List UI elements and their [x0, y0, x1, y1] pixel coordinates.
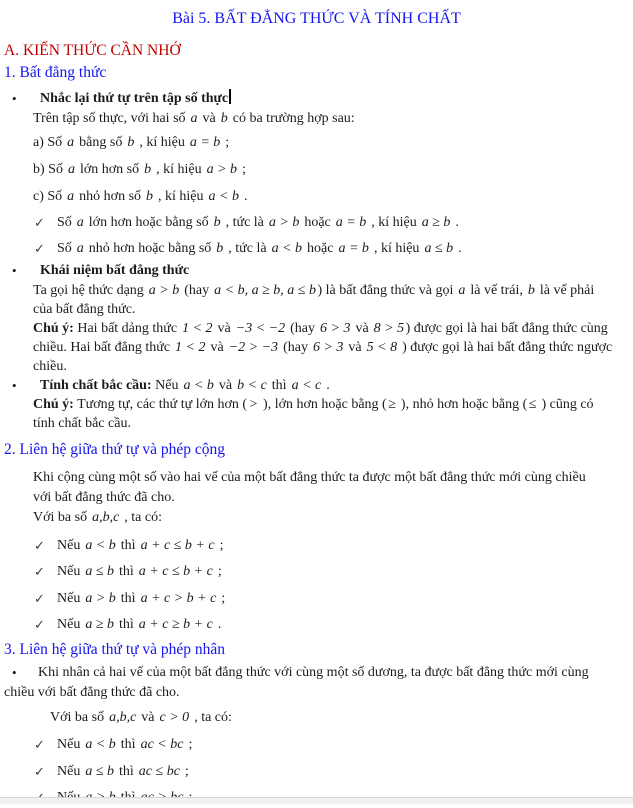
- text-segment: Tương tự, các thứ tự lớn hơn (: [73, 397, 248, 412]
- text-segment: c) Số: [33, 189, 66, 204]
- text-segment: tính chất bắc cầu.: [33, 416, 131, 431]
- check-item: [0, 762, 633, 782]
- text-segment: >: [248, 397, 259, 412]
- text-segment: Bài 5. BẤT ĐẲNG THỨC VÀ TÍNH CHẤT: [172, 10, 461, 27]
- text-segment: và: [214, 321, 235, 336]
- text-segment: Khái niệm bất đẳng thức: [40, 263, 190, 278]
- text-line: [0, 414, 633, 433]
- text-segment: b: [144, 162, 152, 177]
- text-segment: ) được gọi là hai bất đẳng thức cùng: [405, 321, 608, 336]
- checkmark-icon: ✓: [34, 241, 45, 256]
- text-segment: lớn hơn số: [76, 162, 143, 177]
- text-segment: a ≥ b: [85, 617, 115, 632]
- text-line: [0, 109, 633, 129]
- text-segment: a = b: [189, 135, 221, 150]
- text-segment: Trên tập số thực, với hai số: [33, 111, 190, 126]
- text-line: [0, 488, 633, 508]
- text-segment: b: [146, 189, 154, 204]
- text-segment: (hay: [286, 321, 319, 336]
- text-segment: , kí hiệu: [154, 189, 208, 204]
- text-segment: a ≥ b: [421, 215, 451, 230]
- text-segment: Nếu: [57, 591, 84, 606]
- text-segment: a < c: [291, 378, 322, 393]
- text-segment: (hay: [279, 340, 312, 355]
- text-segment: a: [67, 189, 75, 204]
- checkmark-icon: ✓: [34, 215, 45, 230]
- checkmark-icon: ✓: [34, 737, 45, 752]
- text-segment: Chú ý:: [33, 397, 74, 412]
- text-segment: a: [458, 283, 466, 298]
- text-line: [0, 708, 633, 728]
- text-segment: chiều.: [33, 359, 67, 374]
- text-segment: Khi cộng cùng một số vào hai vế của một bất đẳng thức ta được một bất đẳng thức mới cùng chiều: [33, 470, 586, 485]
- text-segment: a > b: [206, 162, 238, 177]
- text-segment: 3. Liên hệ giữa thứ tự và phép nhân: [4, 641, 226, 658]
- text-segment: 1 < 2: [175, 340, 206, 355]
- text-caret: [229, 89, 231, 104]
- text-segment: a = b: [335, 215, 367, 230]
- text-segment: b: [216, 241, 224, 256]
- text-segment: b) Số: [33, 162, 67, 177]
- text-segment: ;: [184, 737, 193, 752]
- bullet-icon: •: [12, 665, 17, 680]
- text-segment: và: [215, 378, 236, 393]
- text-segment: của bất đẳng thức.: [33, 302, 136, 317]
- text-segment: a ≤ b: [85, 564, 115, 579]
- text-segment: có ba trường hợp sau:: [229, 111, 355, 126]
- text-segment: 5 < 8: [366, 340, 398, 355]
- text-segment: a ≤ b: [424, 241, 454, 256]
- text-segment: lớn hơn hoặc bằng số: [85, 215, 213, 230]
- text-segment: a > b: [268, 215, 300, 230]
- check-item: [0, 213, 633, 233]
- text-segment: 1 < 2: [182, 321, 213, 336]
- text-segment: Chú ý:: [33, 321, 74, 336]
- text-segment: nhỏ hơn số: [75, 189, 145, 204]
- text-segment: thì: [268, 378, 291, 393]
- text-segment: .: [214, 617, 222, 632]
- bullet-icon: •: [12, 91, 17, 106]
- text-segment: Ta gọi hệ thức dạng: [33, 283, 148, 298]
- text-segment: hoặc: [303, 241, 337, 256]
- text-segment: a > b: [148, 283, 180, 298]
- text-line: [0, 160, 633, 180]
- text-segment: ≥: [388, 397, 396, 412]
- text-segment: thì: [117, 591, 140, 606]
- text-segment: thì: [115, 564, 138, 579]
- text-segment: Nếu: [57, 617, 84, 632]
- text-line: [0, 468, 633, 488]
- text-segment: a: [76, 215, 84, 230]
- check-item: [0, 562, 633, 582]
- text-segment: và: [207, 340, 228, 355]
- text-segment: a + c ≤ b + c: [140, 538, 215, 553]
- text-segment: thì: [115, 617, 138, 632]
- text-segment: (hay: [180, 283, 213, 298]
- doc-title: [0, 8, 633, 30]
- text-line: [0, 319, 633, 338]
- checkmark-icon: ✓: [34, 617, 45, 632]
- text-segment: b: [213, 215, 221, 230]
- text-line: [0, 683, 633, 703]
- text-segment: a,b,c: [109, 710, 137, 725]
- bullet-item: [0, 89, 633, 109]
- text-segment: a < b: [85, 538, 116, 553]
- text-segment: ), lớn hơn hoặc bằng (: [259, 397, 387, 412]
- text-segment: ;: [181, 764, 189, 779]
- text-segment: −3 < −2: [235, 321, 286, 336]
- text-segment: Nếu: [57, 538, 84, 553]
- checkmark-icon: ✓: [34, 591, 45, 606]
- text-segment: b: [220, 111, 228, 126]
- text-segment: và: [351, 321, 373, 336]
- text-segment: Với ba số: [50, 710, 108, 725]
- subsection-heading: [0, 62, 633, 83]
- bullet-item: [0, 663, 633, 683]
- bullet-item: [0, 376, 633, 395]
- text-segment: Nhắc lại thứ tự trên tập số thực: [40, 91, 229, 106]
- text-segment: , ta có:: [120, 510, 163, 525]
- subsection-heading: [0, 439, 633, 460]
- text-segment: hoặc: [300, 215, 335, 230]
- text-segment: thì: [115, 764, 138, 779]
- text-segment: nhỏ hơn hoặc bằng số: [85, 241, 215, 256]
- text-segment: a: [190, 111, 198, 126]
- section-heading: [0, 40, 633, 61]
- text-segment: a < b: [85, 737, 116, 752]
- text-segment: , kí hiệu: [370, 241, 423, 256]
- text-segment: ;: [221, 135, 230, 150]
- text-segment: a < b: [183, 378, 214, 393]
- text-segment: a,b,c: [92, 510, 120, 525]
- text-segment: ) được gọi là hai bất đẳng thức ngược: [398, 340, 613, 355]
- text-segment: −2 > −3: [228, 340, 279, 355]
- text-segment: A. KIẾN THỨC CẦN NHỚ: [4, 42, 181, 59]
- text-segment: Nếu: [57, 764, 84, 779]
- text-segment: a: [76, 241, 84, 256]
- text-segment: là vế phải: [536, 283, 595, 298]
- text-segment: Tính chất bắc cầu:: [40, 378, 152, 393]
- text-line: [0, 300, 633, 319]
- text-segment: a + c ≤ b + c: [138, 564, 213, 579]
- text-segment: .: [451, 215, 459, 230]
- text-segment: Nếu: [57, 564, 84, 579]
- text-segment: chiều. Hai bất đẳng thức: [33, 340, 174, 355]
- text-segment: 6 > 3: [312, 340, 344, 355]
- text-segment: .: [240, 189, 248, 204]
- text-segment: .: [322, 378, 330, 393]
- text-segment: , kí hiệu: [367, 215, 421, 230]
- text-segment: với bất đẳng thức đã cho.: [33, 490, 175, 505]
- text-segment: a: [67, 135, 75, 150]
- checkmark-icon: ✓: [34, 764, 45, 779]
- text-segment: Với ba số: [33, 510, 91, 525]
- text-line: [0, 357, 633, 376]
- text-segment: a > b: [85, 591, 116, 606]
- text-segment: Số: [57, 241, 76, 256]
- text-segment: 8 > 5: [373, 321, 405, 336]
- bullet-icon: •: [12, 378, 17, 393]
- text-segment: ≤: [528, 397, 537, 412]
- text-segment: , kí hiệu: [135, 135, 189, 150]
- text-segment: ;: [217, 591, 226, 606]
- text-segment: a < b, a ≥ b, a ≤ b: [214, 283, 316, 298]
- text-line: [0, 281, 633, 300]
- subsection-heading: [0, 639, 633, 660]
- text-segment: ) là bất đẳng thức và gọi: [317, 283, 457, 298]
- text-segment: bằng số: [75, 135, 126, 150]
- checkmark-icon: ✓: [34, 538, 45, 553]
- text-segment: , tức là: [224, 241, 271, 256]
- text-segment: b: [527, 283, 535, 298]
- text-segment: Nếu: [57, 737, 84, 752]
- check-item: [0, 536, 633, 556]
- text-segment: là vế trái,: [466, 283, 527, 298]
- text-segment: 2. Liên hệ giữa thứ tự và phép cộng: [4, 441, 226, 458]
- text-segment: và: [344, 340, 366, 355]
- text-segment: b < c: [237, 378, 267, 393]
- text-segment: thì: [117, 538, 140, 553]
- text-segment: ;: [216, 538, 224, 553]
- text-segment: Nếu: [151, 378, 182, 393]
- check-item: [0, 735, 633, 755]
- text-segment: a) Số: [33, 135, 66, 150]
- text-segment: và: [199, 111, 220, 126]
- text-segment: a ≤ b: [85, 764, 115, 779]
- text-line: [0, 187, 633, 207]
- text-segment: Khi nhân cả hai vế của một bất đẳng thức với cùng một số dương, ta được bất đẳng thức mới cùng: [38, 665, 589, 680]
- text-segment: a: [67, 162, 75, 177]
- page-bottom-edge: [0, 797, 633, 804]
- text-segment: ;: [214, 564, 222, 579]
- bullet-icon: •: [12, 263, 17, 278]
- text-segment: .: [454, 241, 462, 256]
- text-segment: ac < bc: [140, 737, 184, 752]
- text-segment: Số: [57, 215, 76, 230]
- text-line: [0, 395, 633, 414]
- text-line: [0, 508, 633, 528]
- text-segment: ac ≤ bc: [138, 764, 180, 779]
- text-segment: a = b: [338, 241, 369, 256]
- text-segment: a < b: [271, 241, 303, 256]
- text-segment: chiều với bất đẳng thức đã cho.: [4, 685, 180, 700]
- text-segment: a < b: [208, 189, 239, 204]
- text-segment: ;: [238, 162, 246, 177]
- check-item: [0, 239, 633, 259]
- check-item: [0, 615, 633, 635]
- text-segment: b: [127, 135, 135, 150]
- text-segment: ) cũng có: [537, 397, 594, 412]
- text-segment: 1. Bất đẳng thức: [4, 64, 107, 81]
- bullet-item: [0, 261, 633, 281]
- check-item: [0, 589, 633, 609]
- text-segment: thì: [117, 737, 140, 752]
- text-line: [0, 338, 633, 357]
- text-segment: , ta có:: [190, 710, 232, 725]
- text-segment: c > 0: [159, 710, 190, 725]
- text-segment: , tức là: [222, 215, 268, 230]
- checkmark-icon: ✓: [34, 564, 45, 579]
- text-segment: và: [137, 710, 159, 725]
- text-segment: Hai bất dảng thức: [73, 321, 181, 336]
- text-segment: a + c > b + c: [140, 591, 217, 606]
- text-segment: 6 > 3: [320, 321, 351, 336]
- text-segment: , kí hiệu: [152, 162, 206, 177]
- text-line: [0, 133, 633, 153]
- text-segment: ), nhỏ hơn hoặc bằng (: [397, 397, 528, 412]
- text-segment: a + c ≥ b + c: [138, 617, 213, 632]
